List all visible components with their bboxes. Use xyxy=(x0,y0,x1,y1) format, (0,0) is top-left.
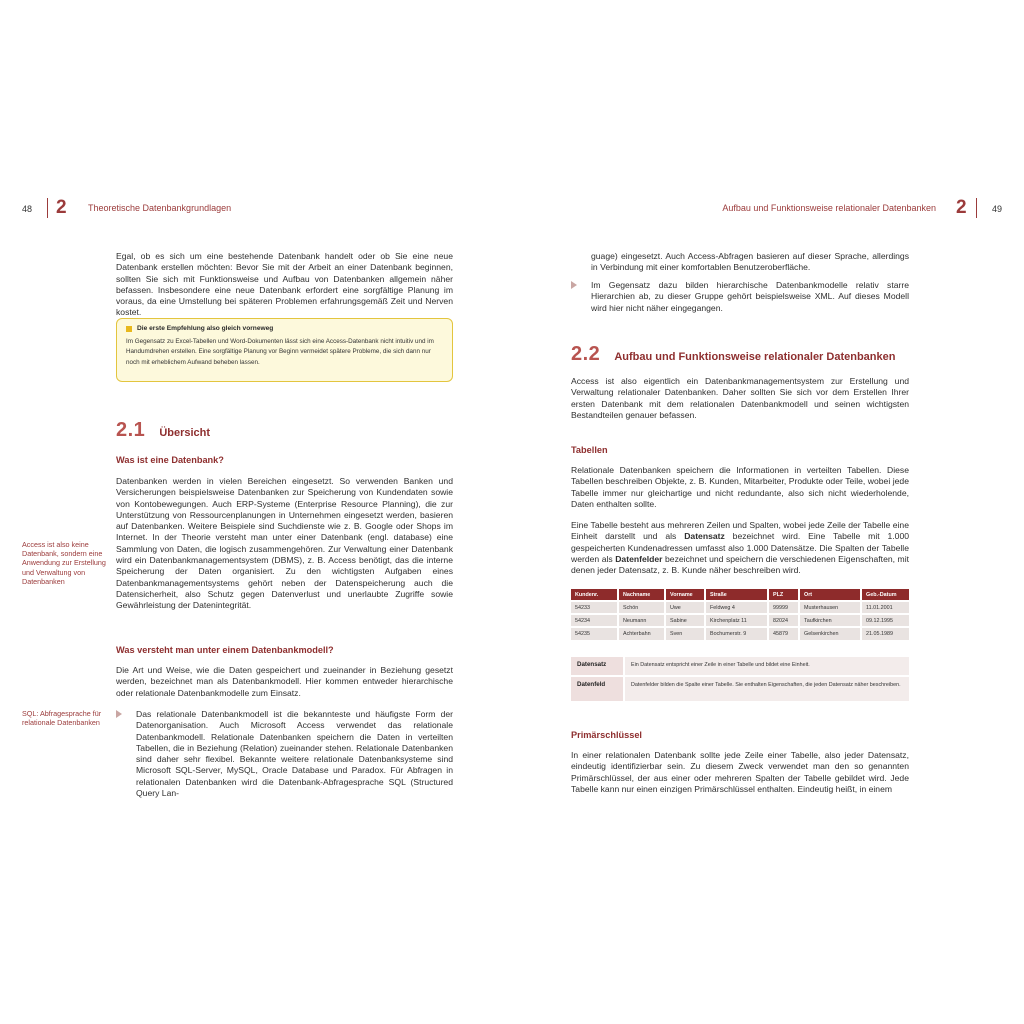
tip-title-row xyxy=(126,325,444,332)
table-header-cell: Ort xyxy=(799,589,861,601)
table-cell: Musterhausen xyxy=(799,601,861,614)
definition-row-datenfeld xyxy=(571,677,909,701)
text-run: bezeichnet und speichern die verschiedenen Eigenschaften, mit denen jeder Datensatz, z. B. Kunde näher beschreiben wird. xyxy=(571,553,909,576)
definition-desc: Ein Datensatz entspricht einer Zeile in einer Tabelle und bildet eine Einheit. xyxy=(623,657,909,675)
right-header-divider xyxy=(976,198,977,218)
table-row xyxy=(571,614,909,627)
margin-note-sql: SQL: Abfragesprache für relationale Datenbanken xyxy=(22,709,102,728)
definition-row-datensatz xyxy=(571,657,909,675)
table-header-cell: Nachname xyxy=(618,589,665,601)
table-cell: 11.01.2001 xyxy=(861,601,909,614)
table-cell: 54234 xyxy=(571,614,618,627)
table-cell: 54233 xyxy=(571,601,618,614)
paragraph-access-dbms: Access ist also eigentlich ein Datenbankmanagementsystem zur Erstellung und Verwaltung relationaler Datenbanken. Daher sollten Sie sich vor dem Erstellen Ihrer ersten Datenbank mit dem relationalen Datenbankmodell und seinen wichtigsten Bestandteilen genauer befassen. xyxy=(571,376,909,420)
bullet-triangle-icon xyxy=(571,281,577,289)
left-header-divider xyxy=(47,198,48,218)
left-page-number: 48 xyxy=(22,204,33,214)
section-title: Übersicht xyxy=(159,427,211,439)
table-cell: Sven xyxy=(665,627,705,640)
table-cell: Bochumerstr. 9 xyxy=(705,627,768,640)
right-chapter-number: 2 xyxy=(956,197,967,218)
right-page-number: 49 xyxy=(992,204,1003,214)
intro-paragraph: Egal, ob es sich um eine bestehende Datenbank handelt oder ob Sie eine neue Datenbank erstellen möchten: Bevor Sie mit der Arbeit an einer Datenbank beginnen, sollten Sie sich mit Funktionsweise und Aufbau von Datenbanken allgemein näher befassen. Insbesondere eine neue Datenbank erfordert eine sorgfältige Planung im voraus, da eine Umstellung bei späteren Problemen erfahrungsgemäß Zeit und Nerven kostet. xyxy=(116,251,453,318)
subheading-was-ist-datenbank: Was ist eine Datenbank? xyxy=(116,455,224,465)
table-header-cell: Vorname xyxy=(665,589,705,601)
bullet-relational xyxy=(116,709,453,799)
subheading-tabellen: Tabellen xyxy=(571,445,608,455)
text-run: Eine Tabelle besteht aus mehreren Zeilen und Spalten, wobei jede Zeile der Tabelle eine Einheit darstellt und als xyxy=(571,520,909,542)
bullet-hierarchical-text: Im Gegensatz dazu bilden hierarchische Datenbankmodelle relativ starre Hierarchien ab, zu dieser Gruppe gehört beispielsweise XML. Auf dieses Modell wird hier nicht näher eingegangen. xyxy=(591,280,909,313)
table-header-cell: Kundenr. xyxy=(571,589,618,601)
left-running-title: Theoretische Datenbankgrundlagen xyxy=(88,203,232,213)
table-row xyxy=(571,601,909,614)
bullet-triangle-icon xyxy=(116,710,122,718)
term-datenfelder: Datenfelder xyxy=(615,553,663,564)
table-cell: 82024 xyxy=(768,614,799,627)
table-cell: 21.05.1989 xyxy=(861,627,909,640)
table-cell: Taufkirchen xyxy=(799,614,861,627)
table-cell: Achterbahn xyxy=(618,627,665,640)
section-title: Aufbau und Funktionsweise relationaler Datenbanken xyxy=(614,351,896,363)
table-cell: 54235 xyxy=(571,627,618,640)
table-cell: Neumann xyxy=(618,614,665,627)
paragraph-zeilen-spalten xyxy=(571,520,909,576)
section-heading-2-2 xyxy=(571,343,895,366)
section-number: 2.1 xyxy=(116,419,146,441)
left-chapter-number: 2 xyxy=(56,197,67,218)
definition-box xyxy=(571,657,909,701)
customer-table xyxy=(571,589,909,640)
subheading-primaerschluessel: Primärschlüssel xyxy=(571,730,642,740)
tip-text: Im Gegensatz zu Excel-Tabellen und Word-Dokumenten lässt sich eine Access-Datenbank nicht intuitiv und im Handumdrehen erstellen. Eine sorgfältige Planung vor Beginn vermeidet spätere Probleme, die sich dann nur noch mit erheblichem Aufwand beheben lassen. xyxy=(126,338,434,366)
definition-term: Datensatz xyxy=(571,657,623,675)
table-cell: Uwe xyxy=(665,601,705,614)
margin-note-access: Access ist also keine Datenbank, sondern eine Anwendung zur Erstellung und Verwaltung von Datenbanken xyxy=(22,540,106,586)
paragraph-primaerschluessel: In einer relationalen Datenbank sollte jede Zeile einer Tabelle, also jeder Datensatz, eindeutig identifizierbar sein. Zu diesem Zweck verwendet man den so genannten Primärschlüssel, der aus einer oder mehreren Spalten der Tabelle gebildet wird. Jede Tabelle kann nur einen einzigen Primärschlüssel enthalten. Eindeutig heißt, in einem xyxy=(571,750,909,794)
table-header-cell: Straße xyxy=(705,589,768,601)
table-header-cell: Geb.-Datum xyxy=(861,589,909,601)
table-cell: Schön xyxy=(618,601,665,614)
table-cell: Feldweg 4 xyxy=(705,601,768,614)
paragraph-datenbankmodell: Die Art und Weise, wie die Daten gespeichert und zueinander in Beziehung gesetzt werden, bezeichnet man als Datenbankmodell. Hier kommen entweder hierarchische oder relationale Datenbankmodelle zum Einsatz. xyxy=(116,665,453,698)
bullet-hierarchical xyxy=(571,280,909,314)
text-run: bezeichnet wird. Eine Tabelle mit 1.000 gespeicherten Kundenadressen umfasst also 1.000 Datensätze. Die Spalten der Tabelle werden als xyxy=(571,531,909,564)
table-cell: 45879 xyxy=(768,627,799,640)
table-row xyxy=(571,627,909,640)
tip-title: Die erste Empfehlung also gleich vorneweg xyxy=(137,325,274,332)
table-header-cell: PLZ xyxy=(768,589,799,601)
table-header-row xyxy=(571,589,909,601)
table-cell: 99999 xyxy=(768,601,799,614)
definition-term: Datenfeld xyxy=(571,677,623,701)
table-cell: Gelsenkirchen xyxy=(799,627,861,640)
tip-square-icon xyxy=(126,326,132,332)
bullet-relational-text: Das relationale Datenbankmodell ist die bekannteste und häufigste Form der Datenorganisation. Auch Microsoft Access verwendet das relationale Datenbankmodell. Relationale Datenbanken speichern die Daten in verteilten Tabellen, die in Beziehung (Relation) zueinander stehen. Relationale Datenbanken sind daher sehr flexibel. Bekannte weitere relationale Datenbanksysteme sind Microsoft SQL-Server, MySQL, Oracle Database und Paradox. Für Abfragen in relationalen Datenbanken wird die Datenbank-Abfragesprache SQL (Structured Query Lan- xyxy=(136,709,453,799)
subheading-datenbankmodell: Was versteht man unter einem Datenbankmodell? xyxy=(116,645,334,655)
table-cell: Sabine xyxy=(665,614,705,627)
table-cell: Kirchenplatz 11 xyxy=(705,614,768,627)
tip-box xyxy=(116,318,453,382)
paragraph-tabellen: Relationale Datenbanken speichern die Informationen in verteilten Tabellen. Diese Tabellen beschreiben Objekte, z. B. Kunden, Mitarbeiter, Produkte oder Teile, wobei jede Tabelle immer nur gleichartige und nicht redundante, also sich nicht wiederholende, Daten enthalten sollte. xyxy=(571,465,909,509)
continued-paragraph: guage) eingesetzt. Auch Access-Abfragen basieren auf dieser Sprache, allerdings in Verbindung mit einer komfortablen Benutzeroberfläche. xyxy=(591,251,909,273)
term-datensatz: Datensatz xyxy=(684,531,725,542)
section-heading-2-1 xyxy=(116,419,210,442)
paragraph-datenbanken: Datenbanken werden in vielen Bereichen eingesetzt. So verwenden Banken und Versicherungen beispielsweise Datenbanken zur Speicherung von Kundendaten sowie von Kontobewegungen. Auch ERP-Systeme (Enterprise Resource Planning), die zur Unterstützung von Ressourcenplanungen in Unternehmen eingesetzt werden, basieren auf Datenbanken. Weitere Beispiele sind Suchdienste wie z. B. Google oder Shops im Internet. In der Theorie versteht man unter einer Datenbank (engl. database) eine Sammlung von Daten, die logisch zusammengehören. Zur Verwaltung einer Datenbank wird ein Datenbankmanagementsystem (DBMS), z. B. Access benötigt, das die interne Speicherung der Daten organisiert. Zu den wichtigsten Aufgaben eines Datenbankmanagementsystems gehört neben der Datenspeicherung auch die Datensicherheit, also Schutz gegen Datenverlust und unerlaubte Zugriffe sowie Gewährleistung der Datenintegrität. xyxy=(116,476,453,611)
definition-desc: Datenfelder bilden die Spalte einer Tabelle. Sie enthalten Eigenschaften, die jeden Datensatz näher beschreiben. xyxy=(623,677,909,701)
section-number: 2.2 xyxy=(571,343,601,365)
right-running-title: Aufbau und Funktionsweise relationaler Datenbanken xyxy=(722,203,936,213)
table-cell: 09.12.1995 xyxy=(861,614,909,627)
